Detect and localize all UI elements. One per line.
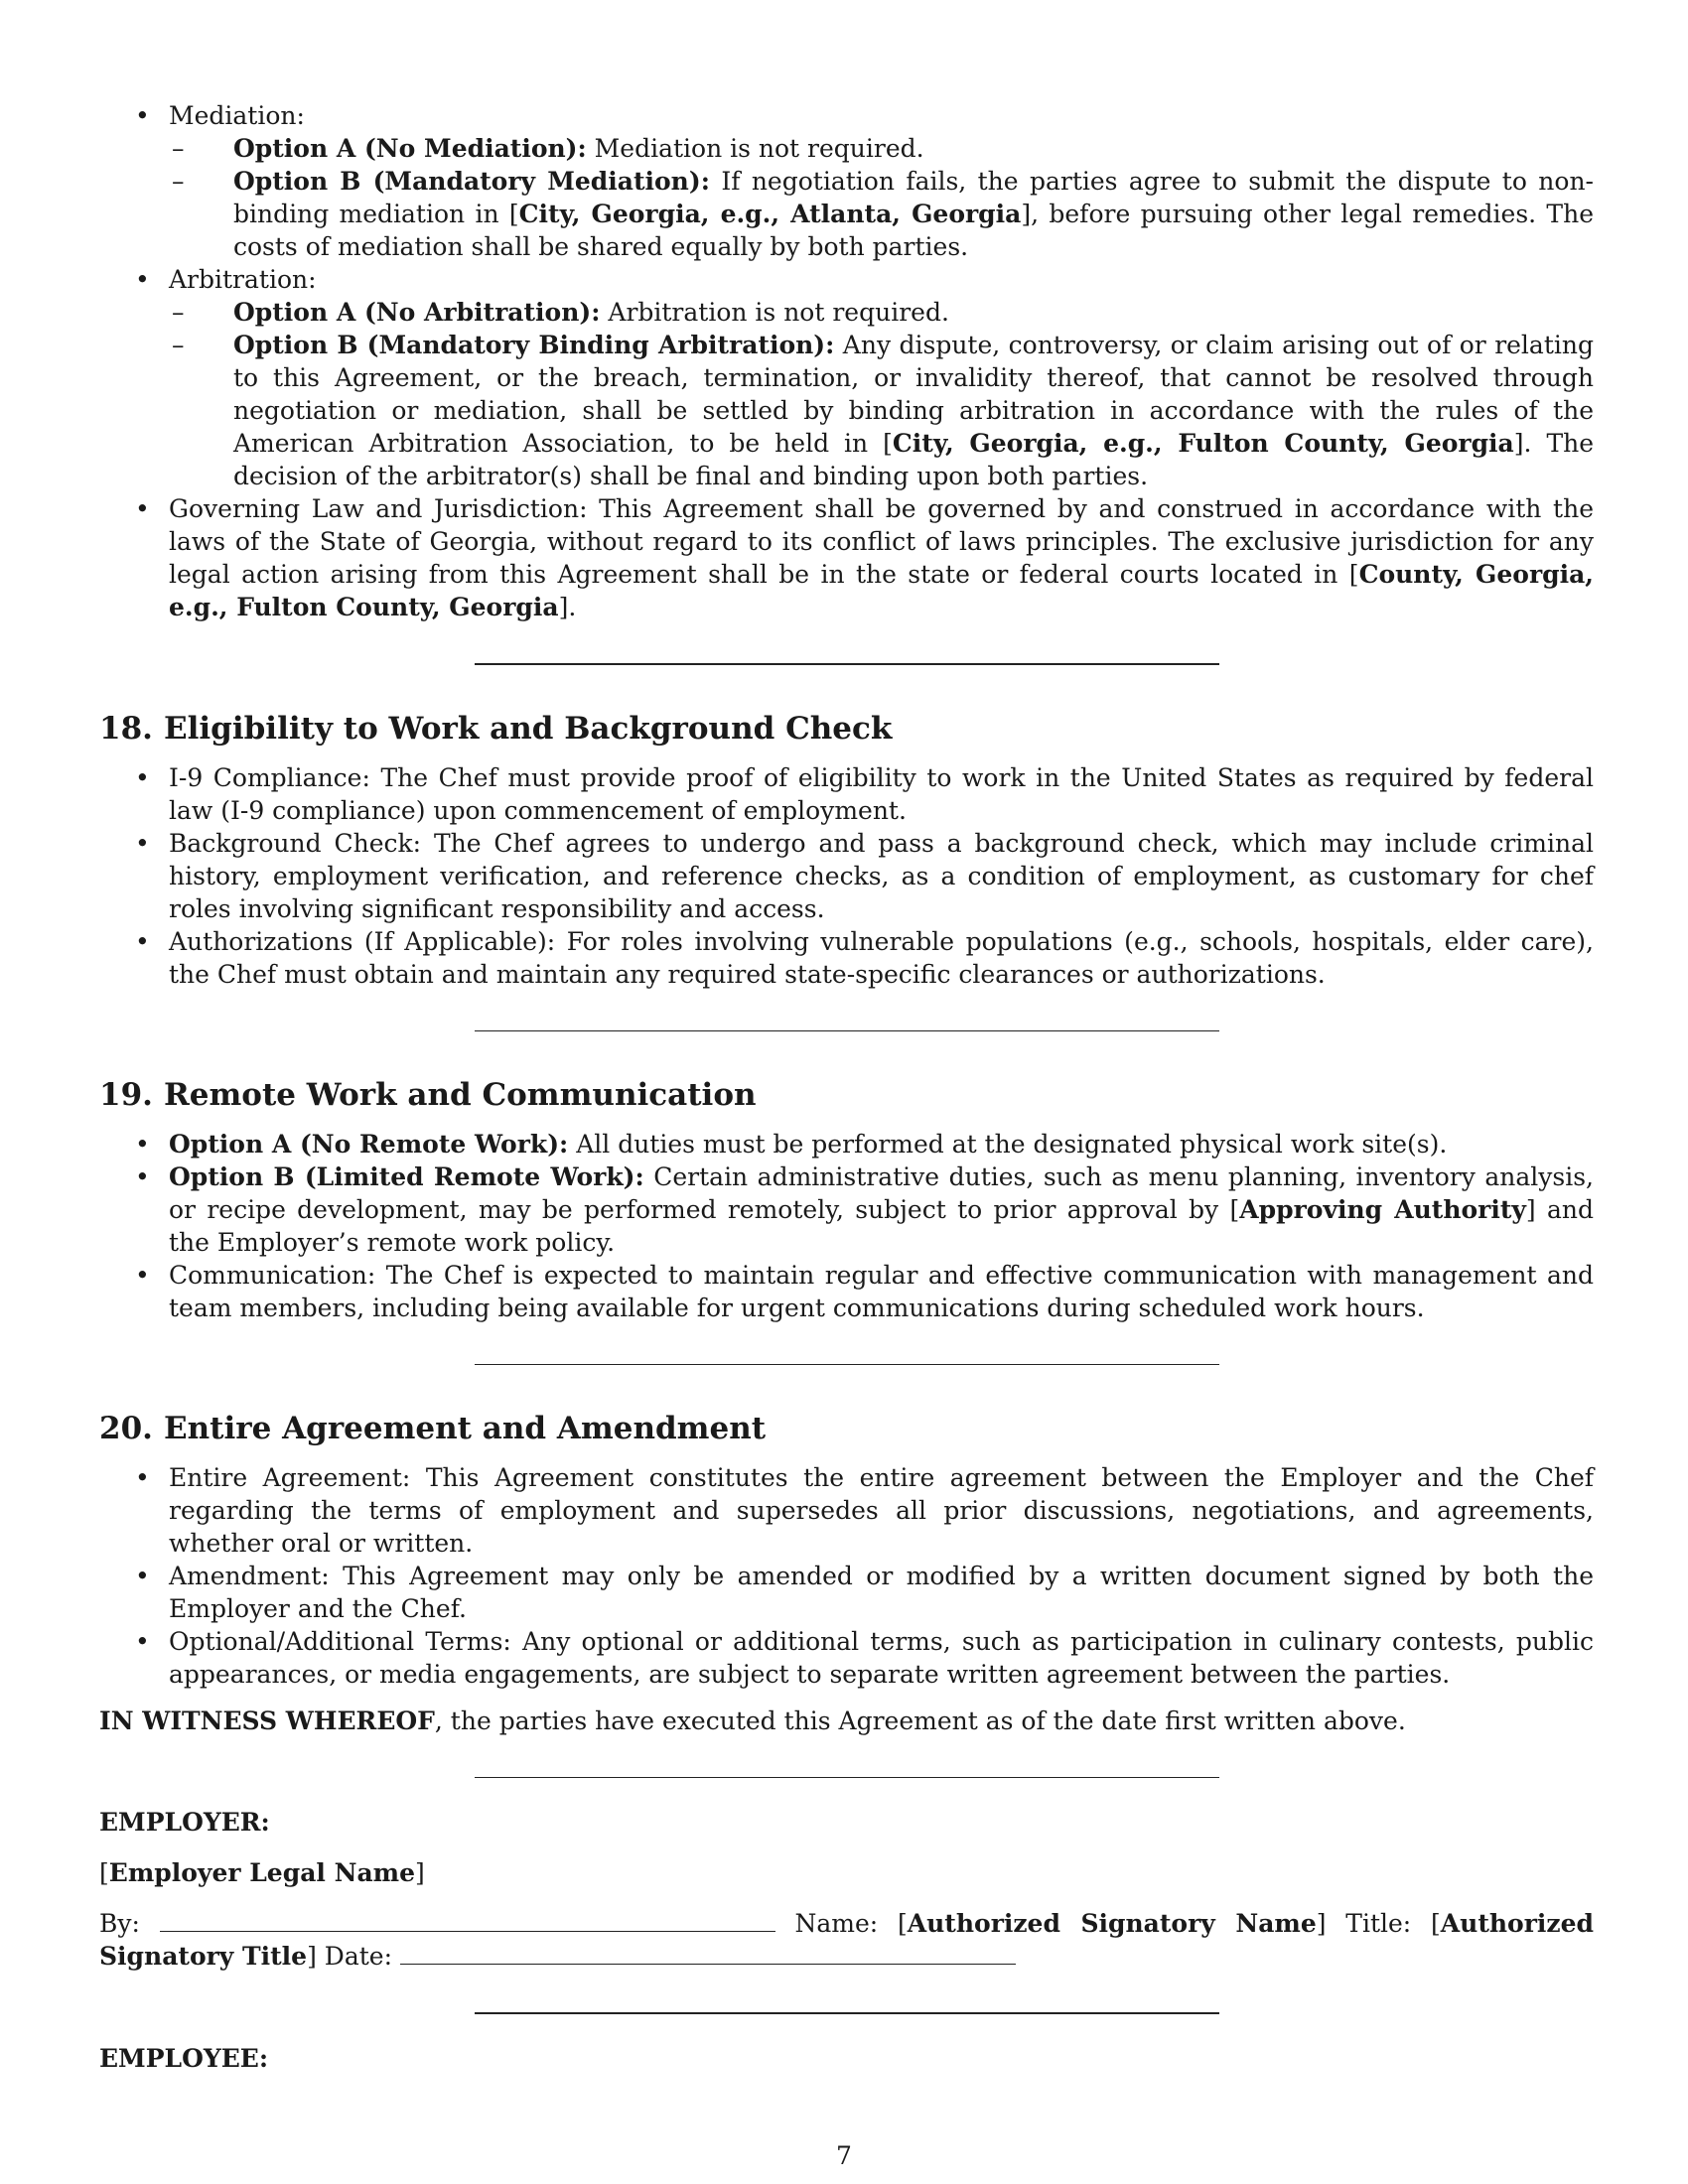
list-item-text: • Authorizations (If Applicable): For roles involving vulnerable populations (e.g., schools, hospitals, elder care), the Chef must obtain and maintain any required state-specific clearances or authorizations. xyxy=(169,927,1594,989)
bracket: ] xyxy=(415,1858,425,1887)
list-item xyxy=(99,827,1594,925)
witness-text: , the parties have executed this Agreement as of the date first written above. xyxy=(434,1706,1406,1735)
section-number: 20. xyxy=(99,1411,153,1446)
section-heading xyxy=(99,709,1594,749)
option-text: If negotiation fails, the parties agree to submit the dispute to non-binding mediation in [ xyxy=(233,167,1594,228)
section-heading xyxy=(99,1409,1594,1448)
employer-heading xyxy=(99,1806,1594,1839)
list-item-text: • I-9 Compliance: The Chef must provide proof of eligibility to work in the United States as required by federal law (I-9 compliance) upon commencement of employment. xyxy=(169,763,1594,825)
witness-bold: IN WITNESS WHEREOF xyxy=(99,1706,435,1735)
option-title: Option A (No Arbitration): xyxy=(233,298,601,327)
governing-law-item xyxy=(99,492,1594,623)
mediation-option-b xyxy=(169,165,1594,263)
list-item-text: • Background Check: The Chef agrees to undergo and pass a background check, which may include criminal history, employment verification, and reference checks, as a condition of employment, as customary for chef roles involving significant responsibility and access. xyxy=(169,829,1594,923)
signatory-name-placeholder: Authorized Signatory Name xyxy=(907,1909,1317,1938)
option-title: Option B (Mandatory Binding Arbitration): xyxy=(233,331,835,359)
employer-name-placeholder: Employer Legal Name xyxy=(108,1858,416,1887)
list-item-text: • Optional/Additional Terms: Any optional or additional terms, such as participation in culinary contests, public appearances, or media engagements, are subject to separate written agreement between the parties. xyxy=(169,1627,1594,1689)
option-title: Option A (No Mediation): xyxy=(233,134,587,163)
mediation-options xyxy=(169,132,1594,263)
by-label: By: xyxy=(99,1909,140,1938)
mediation-item xyxy=(99,99,1594,263)
arbitration-options xyxy=(169,296,1594,492)
section-title: Entire Agreement and Amendment xyxy=(164,1411,767,1446)
option-text: Mediation is not required. xyxy=(586,134,924,163)
list-item xyxy=(99,1461,1594,1560)
option-text: Any dispute, controversy, or claim arising out of or relating to this Agreement, or the breach, termination, or invalidity thereof, that cannot be resolved through negotiation or mediation, shall be settled by binding arbitration in accordance with the rules of the American Arbitration Association, to be held in [ xyxy=(233,331,1594,458)
section-divider xyxy=(475,1364,1219,1365)
governing-law-text: ]. xyxy=(558,593,577,621)
section-18-list xyxy=(99,761,1594,991)
list-item-text: • Entire Agreement: This Agreement constitutes the entire agreement between the Employer and the Chef regarding the terms of employment and supersedes all prior discussions, negotiations, and agreements, whether oral or written. xyxy=(169,1463,1594,1558)
date-label: ] Date: xyxy=(307,1942,393,1971)
employee-heading-text: EMPLOYEE: xyxy=(99,2044,269,2073)
list-item-text: • Amendment: This Agreement may only be amended or modified by a written document signed by both the Employer and the Chef. xyxy=(169,1562,1594,1623)
employee-heading xyxy=(99,2042,1594,2075)
list-item xyxy=(99,1259,1594,1324)
section-heading xyxy=(99,1075,1594,1115)
list-item xyxy=(99,761,1594,827)
arbitration-item xyxy=(99,263,1594,492)
list-item xyxy=(99,1560,1594,1625)
list-item xyxy=(99,1128,1594,1160)
governing-law-text: Governing Law and Jurisdiction: This Agreement shall be governed by and construed in accordance with the laws of the State of Georgia, without regard to its conflict of laws principles. The exclusive jurisdiction for any legal action arising from this Agreement shall be in the state or federal courts located in [ xyxy=(169,494,1594,589)
list-item xyxy=(99,925,1594,991)
mediation-option-a xyxy=(169,132,1594,165)
arbitration-option-b xyxy=(169,329,1594,492)
document-page xyxy=(99,99,1594,2075)
arbitration-option-a xyxy=(169,296,1594,329)
list-item-text: • Communication: The Chef is expected to maintain regular and effective communication with management and team members, including being available for urgent communications during scheduled work hours. xyxy=(169,1261,1594,1322)
option-text: All duties must be performed at the designated physical work site(s). xyxy=(568,1130,1448,1159)
witness-statement xyxy=(99,1705,1594,1737)
option-text: ], before pursuing other legal remedies. The costs of mediation shall be shared equally by both parties. xyxy=(233,200,1594,261)
title-label: ] Title: [ xyxy=(1316,1909,1441,1938)
option-title: Option B (Mandatory Mediation): xyxy=(233,167,710,196)
placeholder-county: County, Georgia, e.g., Fulton County, Georgia xyxy=(169,560,1594,621)
section-title: Remote Work and Communication xyxy=(164,1077,757,1113)
placeholder-city: City, Georgia, e.g., Fulton County, Georgia xyxy=(892,429,1514,458)
signature-line xyxy=(99,1907,1594,1973)
page-number: 7 xyxy=(836,2141,852,2170)
mediation-label: Mediation: xyxy=(169,101,305,130)
signatory-title-placeholder: Authorized Signatory Title xyxy=(99,1909,1594,1971)
option-text: Arbitration is not required. xyxy=(600,298,949,327)
option-text: Certain administrative duties, such as menu planning, inventory analysis, or recipe development, may be performed remotely, subject to prior approval by [ xyxy=(169,1162,1594,1224)
placeholder-city: City, Georgia, e.g., Atlanta, Georgia xyxy=(518,200,1022,228)
section-divider xyxy=(475,1030,1219,1031)
section-number: 19. xyxy=(99,1077,153,1113)
name-label: Name: [ xyxy=(774,1909,908,1938)
option-title: Option A (No Remote Work): xyxy=(169,1130,569,1159)
bracket: [ xyxy=(99,1858,109,1887)
employer-heading-text: EMPLOYER: xyxy=(99,1808,270,1837)
list-item xyxy=(99,1160,1594,1259)
option-text: ]. The decision of the arbitrator(s) shall be final and binding upon both parties. xyxy=(233,429,1595,490)
placeholder-authority: Approving Authority xyxy=(1239,1195,1526,1224)
list-item xyxy=(99,1625,1594,1691)
section-number: 18. xyxy=(99,711,153,747)
signature-blank[interactable] xyxy=(160,1911,775,1932)
section-title: Eligibility to Work and Background Check xyxy=(164,711,893,747)
employer-name-line xyxy=(99,1856,1594,1889)
section-divider xyxy=(475,2012,1219,2014)
dispute-resolution-list xyxy=(99,99,1594,623)
date-blank[interactable] xyxy=(400,1944,1016,1965)
option-text: ] and the Employer’s remote work policy. xyxy=(169,1195,1595,1257)
arbitration-label: Arbitration: xyxy=(169,265,317,294)
section-divider xyxy=(475,1777,1219,1778)
option-title: Option B (Limited Remote Work): xyxy=(169,1162,644,1191)
section-divider xyxy=(475,663,1219,665)
section-20-list xyxy=(99,1461,1594,1691)
section-19-list xyxy=(99,1128,1594,1324)
